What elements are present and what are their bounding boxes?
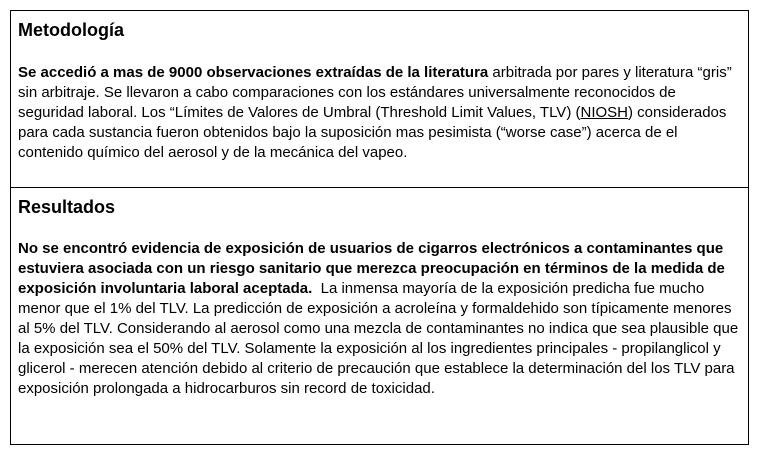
results-text (18, 218, 743, 399)
methodology-title: Metodología (18, 20, 124, 40)
summary-table (10, 10, 749, 445)
results-section (11, 188, 748, 444)
niosh-link[interactable]: NIOSH (580, 104, 628, 121)
results-title: Resultados (18, 197, 116, 217)
methodology-section (11, 11, 748, 188)
results-text-body: La inmensa mayoría de la exposición predicha fue mucho menor que el 1% del TLV. La predicción de exposición a acroleína y formaldehido son típicamente menores al 5% del TLV. Considerando al aerosol como una mezcla de contaminantes no indica que sea plausible que la exposición sea el 50% del TLV. Solamente la exposición al los ingredientes principales - propilanglicol y glicerol - merecen atención debido al criterio de precaución que establece la determinación del los TLV para exposición prolongada a hidrocarburos sin record de toxicidad. (18, 280, 743, 397)
methodology-text (18, 41, 740, 163)
methodology-text-part-1: arbitrada por pares y literatura “gris” sin arbitraje. Se llevaron a cabo comparaciones con los estándares universalmente reconocidos de seguridad laboral. Los “Límites de Valores de Umbral (Threshold Limit Values, TLV) ( (18, 64, 732, 121)
results-lead: No se encontró evidencia de exposición de usuarios de cigarros electrónicos a contaminantes que estuviera asociada con un riesgo sanitario que merezca preocupación en términos de la medida de exposición involuntaria laboral aceptada. (18, 240, 725, 297)
methodology-lead: Se accedió a mas de 9000 observaciones extraídas de la literatura (18, 64, 489, 81)
methodology-text-part-2: ) considerados para cada sustancia fueron obtenidos bajo la suposición mas pesimista (“worse case”) acerca de el contenido químico del aerosol y de la mecánica del vapeo. (18, 104, 727, 161)
